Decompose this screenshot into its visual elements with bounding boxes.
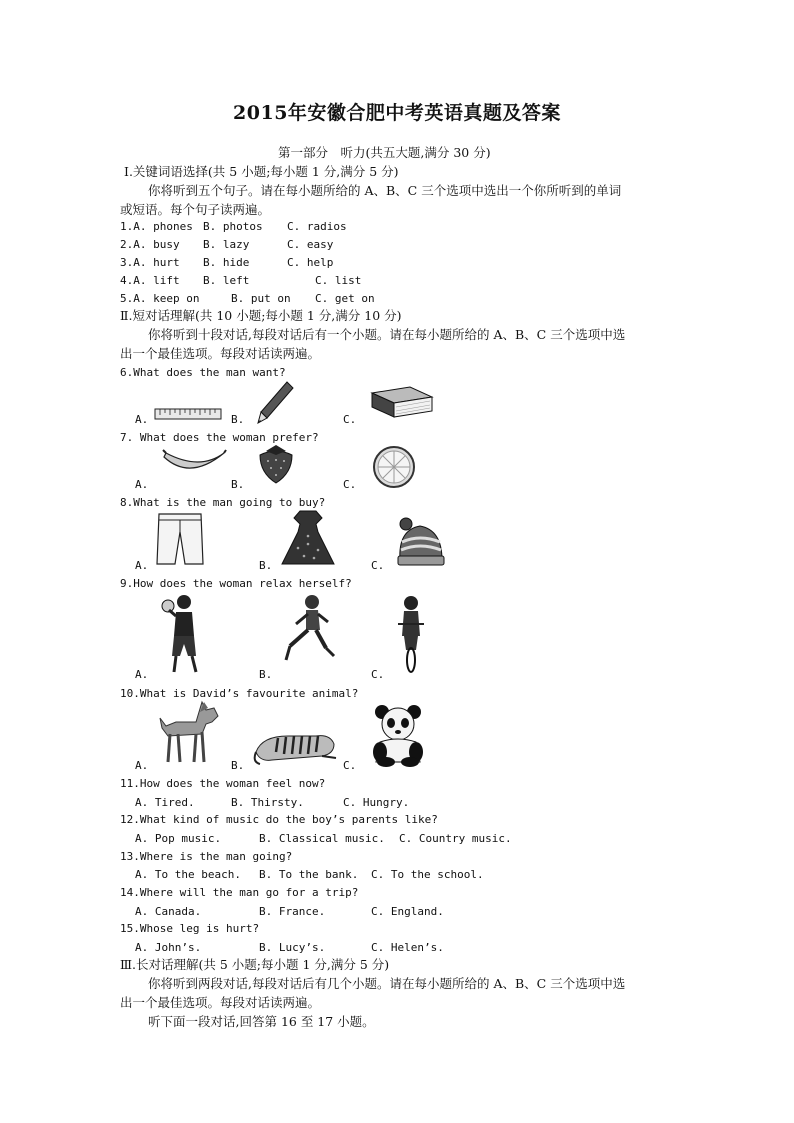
option-a-label: A. <box>135 559 149 572</box>
question-10: 10.What is David’s favourite animal? <box>120 687 359 700</box>
question-2 <box>120 238 180 251</box>
panda-icon <box>370 702 426 768</box>
option-a: A. Tired. <box>135 796 195 809</box>
question-number: 2. <box>120 238 134 251</box>
section-2-instruction-cont: 出一个最佳选项。每段对话读两遍。 <box>120 346 321 361</box>
option-b-label: B. <box>231 478 245 491</box>
option-c-label: C. <box>343 478 357 491</box>
option-b: B. photos <box>203 220 263 233</box>
question-13: 13.Where is the man going? <box>120 850 293 863</box>
section-1-instruction: 你将听到五个句子。请在每小题所给的 A、B、C 三个选项中选出一个你所听到的单词 <box>148 183 622 198</box>
page-title: 2015年安徽合肥中考英语真题及答案 <box>233 102 561 124</box>
question-4 <box>120 274 180 287</box>
option-b: B. lazy <box>203 238 250 251</box>
option-c: C. get on <box>315 292 375 305</box>
option-a: A. John’s. <box>135 941 202 954</box>
section-2-heading: Ⅱ.短对话理解(共 10 小题;每小题 1 分,满分 10 分) <box>120 308 402 323</box>
book-icon <box>366 385 436 421</box>
option-c: C. Helen’s. <box>371 941 444 954</box>
option-b: B. put on <box>231 292 291 305</box>
option-c: C. Hungry. <box>343 796 410 809</box>
option-a: A. hurt <box>133 256 180 269</box>
question-11: 11.How does the woman feel now? <box>120 777 326 790</box>
option-b-label: B. <box>231 759 245 772</box>
girl-running-icon <box>282 594 338 666</box>
option-a: A. lift <box>133 274 180 287</box>
option-a: A. Canada. <box>135 905 202 918</box>
part-header: 第一部分 听力(共五大题,满分 30 分) <box>278 145 491 160</box>
option-c: C. easy <box>287 238 334 251</box>
option-c: C. help <box>287 256 334 269</box>
section-1-instruction-cont: 或短语。每个句子读两遍。 <box>120 202 271 217</box>
question-1 <box>120 220 193 233</box>
option-c-label: C. <box>343 413 357 426</box>
question-number: 1. <box>120 220 134 233</box>
banana-icon <box>160 447 228 481</box>
question-6: 6.What does the man want? <box>120 366 286 379</box>
option-b-label: B. <box>259 668 273 681</box>
section-3-instruction: 你将听到两段对话,每段对话后有几个小题。请在每小题所给的 A、B、C 三个选项中选 <box>148 976 626 991</box>
option-b: B. Lucy’s. <box>259 941 326 954</box>
option-a-label: A. <box>135 668 149 681</box>
option-b: B. France. <box>259 905 326 918</box>
option-a: A. keep on <box>133 292 200 305</box>
option-c-label: C. <box>371 559 385 572</box>
girl-cycling-icon <box>394 594 428 674</box>
question-number: 5. <box>120 292 134 305</box>
question-5 <box>120 292 199 305</box>
option-b: B. hide <box>203 256 250 269</box>
option-b: B. left <box>203 274 250 287</box>
option-c: C. list <box>315 274 362 287</box>
option-b: B. Thirsty. <box>231 796 304 809</box>
section-3-listen-prompt: 听下面一段对话,回答第 16 至 17 小题。 <box>148 1014 375 1029</box>
option-a-label: A. <box>135 759 149 772</box>
question-9: 9.How does the woman relax herself? <box>120 577 352 590</box>
question-3 <box>120 256 180 269</box>
orange-slice-icon <box>372 445 416 489</box>
option-c: C. To the school. <box>371 868 484 881</box>
wolf-icon <box>156 698 222 768</box>
option-a-label: A. <box>135 478 149 491</box>
girl-volleyball-icon <box>160 592 206 678</box>
question-number: 4. <box>120 274 134 287</box>
question-8: 8.What is the man going to buy? <box>120 496 326 509</box>
option-a: A. phones <box>133 220 193 233</box>
strawberry-icon <box>256 443 296 485</box>
option-c-label: C. <box>371 668 385 681</box>
question-number: 3. <box>120 256 134 269</box>
option-b: B. Classical music. <box>259 832 385 845</box>
question-14: 14.Where will the man go for a trip? <box>120 886 359 899</box>
option-a: A. Pop music. <box>135 832 222 845</box>
section-1-heading: Ⅰ.关键词语选择(共 5 小题;每小题 1 分,满分 5 分) <box>124 164 399 179</box>
section-3-instruction-cont: 出一个最佳选项。每段对话读两遍。 <box>120 995 321 1010</box>
pencil-icon <box>255 380 295 426</box>
option-c: C. Country music. <box>399 832 512 845</box>
option-a-label: A. <box>135 413 149 426</box>
option-c-label: C. <box>343 759 357 772</box>
shorts-icon <box>155 510 205 568</box>
question-12: 12.What kind of music do the boy’s parents like? <box>120 813 438 826</box>
option-b-label: B. <box>259 559 273 572</box>
option-a: A. To the beach. <box>135 868 241 881</box>
knit-hat-icon <box>392 516 450 568</box>
option-b-label: B. <box>231 413 245 426</box>
question-7: 7. What does the woman prefer? <box>120 431 319 444</box>
option-c: C. radios <box>287 220 347 233</box>
option-c: C. England. <box>371 905 444 918</box>
ruler-icon <box>154 407 222 421</box>
option-b: B. To the bank. <box>259 868 359 881</box>
question-15: 15.Whose leg is hurt? <box>120 922 260 935</box>
section-3-heading: Ⅲ.长对话理解(共 5 小题;每小题 1 分,满分 5 分) <box>120 957 390 972</box>
tiger-icon <box>252 722 338 766</box>
dress-icon <box>280 508 336 568</box>
option-a: A. busy <box>133 238 180 251</box>
section-2-instruction: 你将听到十段对话,每段对话后有一个小题。请在每小题所给的 A、B、C 三个选项中选 <box>148 327 626 342</box>
